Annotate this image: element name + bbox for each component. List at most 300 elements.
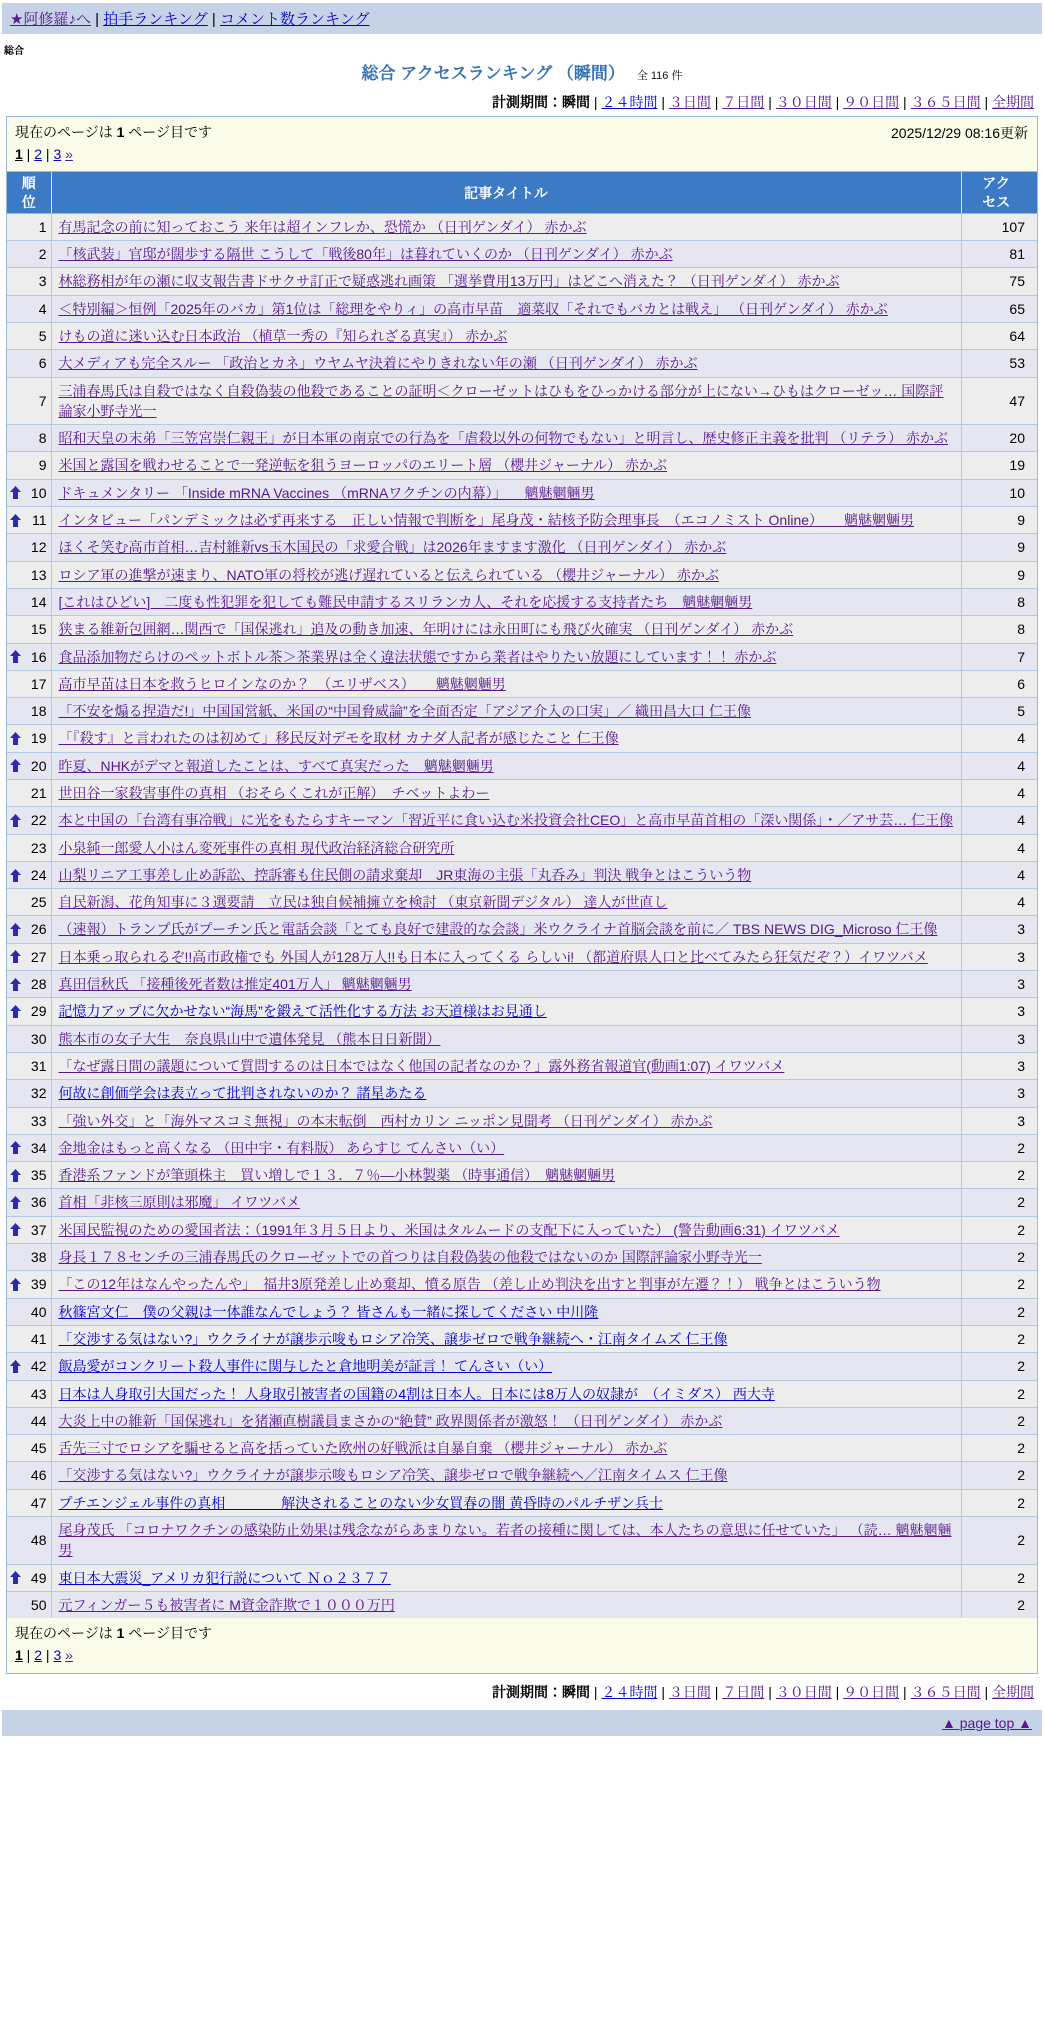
period-link[interactable]: ９０日間 <box>843 1683 900 1700</box>
up-arrow-icon <box>10 1169 21 1182</box>
table-row <box>7 1517 1037 1565</box>
title-cell <box>51 1080 961 1107</box>
up-arrow-icon <box>10 486 21 499</box>
rank-number: 16 <box>30 648 47 665</box>
up-arrow-icon <box>10 759 21 772</box>
rank-number: 6 <box>38 355 47 372</box>
table-row <box>7 1407 1037 1434</box>
title-cell <box>51 1189 961 1216</box>
rank-cell <box>7 241 51 268</box>
current-page-link: 1 <box>15 1646 23 1663</box>
rank-number: 11 <box>31 512 47 529</box>
article-link[interactable]: 「不安を煽る捏造だ!」中国国営紙、米国の“中国脅威論”を全面否定「アジア介入の口実」／ 織田昌大口 仁王像 <box>58 703 751 720</box>
next-page-link[interactable]: » <box>65 1646 73 1663</box>
title-cell <box>51 295 961 322</box>
article-link[interactable]: 金地金はもっと高くなる （田中宇・有料版） あらすじ てんさい（い） <box>58 1139 505 1156</box>
article-link[interactable]: 舌先三寸でロシアを騙せると高を括っていた欧州の好戦派は自暴自棄 （櫻井ジャーナル） 赤かぶ <box>58 1440 668 1457</box>
article-link[interactable]: 世田谷一家殺害事件の真相 （おそらくこれが正解） チベットよわー <box>58 784 490 801</box>
rank-cell <box>7 1380 51 1407</box>
rank-cell <box>7 268 51 295</box>
up-arrow-icon <box>10 950 21 963</box>
separator: | <box>657 94 669 110</box>
title-cell <box>51 1489 961 1516</box>
article-link[interactable]: 高市早苗は日本を救うヒロインなのか？ （エリザベス） 魑魅魍魎男 <box>58 675 506 692</box>
access-count: 4 <box>961 834 1037 861</box>
page-link[interactable]: 2 <box>34 145 43 162</box>
title-cell <box>51 561 961 588</box>
article-link[interactable]: 「『殺す』と言われたのは初めて」移民反対デモを取材 カナダ人記者が感じたこと 仁王像 <box>58 730 619 747</box>
rank-cell <box>7 1517 51 1565</box>
rank-cell <box>7 1271 51 1298</box>
up-arrow-icon <box>10 1141 21 1154</box>
period-link[interactable]: ３０日間 <box>775 94 832 110</box>
title-cell <box>51 1107 961 1134</box>
title-cell <box>51 350 961 377</box>
access-count: 3 <box>961 1052 1037 1079</box>
page-status-suffix: ページ目です <box>124 124 213 140</box>
updated-timestamp: 2025/12/29 08:16更新 <box>891 125 1028 141</box>
access-count: 2 <box>961 1298 1037 1325</box>
table-row <box>7 377 1037 425</box>
article-link[interactable]: 記憶力アップに欠かせない“海馬”を鍛えて活性化する方法 お天道様はお見通し <box>58 1003 547 1020</box>
current-page-number: 1 <box>116 124 125 140</box>
period-link[interactable]: ３０日間 <box>775 1683 832 1700</box>
title-cell <box>51 1591 961 1618</box>
title-cell <box>51 1134 961 1161</box>
access-count: 8 <box>961 588 1037 615</box>
rank-cell <box>7 916 51 943</box>
title-cell <box>51 213 961 240</box>
access-count: 9 <box>961 534 1037 561</box>
table-row <box>7 971 1037 998</box>
article-link[interactable]: 元フィンガー５も被害者に M資金詐欺で１０００万円 <box>58 1596 395 1613</box>
access-count: 20 <box>961 425 1037 452</box>
top-nav-link[interactable]: コメント数ランキング <box>219 11 370 28</box>
rank-number: 10 <box>30 484 47 501</box>
title-cell <box>51 1380 961 1407</box>
access-count: 2 <box>961 1353 1037 1380</box>
period-link[interactable]: ３６５日間 <box>910 94 981 110</box>
table-row <box>7 998 1037 1025</box>
rank-number: 46 <box>30 1467 47 1484</box>
rank-cell <box>7 1462 51 1489</box>
title-cell <box>51 1052 961 1079</box>
access-count: 4 <box>961 807 1037 834</box>
rank-number: 4 <box>38 300 47 317</box>
rank-cell <box>7 1353 51 1380</box>
title-cell <box>51 241 961 268</box>
page-info-top <box>7 117 1037 171</box>
article-link[interactable]: ドキュメンタリー 「Inside mRNA Vaccines （mRNAワクチンの内幕）」 魑魅魍魎男 <box>58 484 595 501</box>
period-selector-bottom <box>0 1682 1034 1702</box>
table-row <box>7 1298 1037 1325</box>
table-row <box>7 943 1037 970</box>
separator: | <box>710 1683 723 1700</box>
table-row <box>7 643 1037 670</box>
article-link[interactable]: 日本乗っ取られるぞ!!高市政権でも 外国人が128万人!!も日本に入ってくる らしいi! （都道府県人口と比べてみたら狂気だぞ？）イワツバメ <box>58 948 928 965</box>
access-count: 81 <box>961 241 1037 268</box>
article-link[interactable]: 食品添加物だらけのペットボトル茶＞茶業界は全く違法状態ですから業者はやりたい放題にしています！！ 赤かぶ <box>58 648 777 665</box>
access-count: 2 <box>961 1564 1037 1591</box>
title-cell <box>51 616 961 643</box>
period-current: 瞬間 <box>562 1683 591 1700</box>
rank-number: 17 <box>30 675 47 692</box>
article-link[interactable]: 米国民監視のための愛国者法：（1991年３月５日より、米国はタルムードの支配下に入っていた） (警告動画6:31) イワツバメ <box>58 1221 840 1238</box>
rank-number: 47 <box>30 1494 47 1511</box>
rank-cell <box>7 1134 51 1161</box>
table-row <box>7 861 1037 888</box>
separator: | <box>764 1683 776 1700</box>
article-link[interactable]: 昭和天皇の末弟「三笠宮崇仁親王」が日本軍の南京での行為を「虐殺以外の何物でもない」と明言し、歴史修正主義を批判 （リテラ） 赤かぶ <box>58 430 948 447</box>
article-link[interactable]: 秋篠宮文仁 僕の父親は一体誰なんでしょう？ 皆さんも一緒に探してください 中川隆 <box>58 1303 599 1320</box>
title-cell <box>51 889 961 916</box>
article-link[interactable]: けもの道に迷い込む日本政治 （植草一秀の『知られざる真実』） 赤かぶ <box>58 327 508 344</box>
table-row <box>7 1052 1037 1079</box>
rank-cell <box>7 213 51 240</box>
access-count: 2 <box>961 1435 1037 1462</box>
access-count: 9 <box>961 507 1037 534</box>
rank-cell <box>7 943 51 970</box>
period-link[interactable]: ７日間 <box>722 94 765 110</box>
access-count: 2 <box>961 1517 1037 1565</box>
separator: | <box>22 1646 35 1663</box>
section-label: 総合 <box>4 46 24 57</box>
article-link[interactable]: ほくそ笑む高市首相…吉村維新vs玉木国民の「求愛合戦」は2026年ますます激化 （日刊ゲンダイ） 赤かぶ <box>58 539 727 556</box>
article-link[interactable]: 日本は人身取引大国だった！ 人身取引被害者の国籍の4割は日本人。日本には8万人の奴隷が （イミダス） 西大寺 <box>58 1385 775 1402</box>
article-link[interactable]: 本と中国の「台湾有事冷戦」に光をもたらすキーマン「習近平に食い込む米投資会社CEO」と高市早苗首相の「深い関係」・／アサ芸… 仁王像 <box>58 812 954 829</box>
article-link[interactable]: 林総務相が年の瀬に収支報告書ドサクサ訂正で疑惑逃れ画策 「選挙費用13万円」はどこへ消えた？ （日刊ゲンダイ） 赤かぶ <box>58 273 840 290</box>
top-nav-link[interactable]: 拍手ランキング <box>103 11 208 28</box>
page-status <box>15 122 1029 144</box>
page-title: 総合 アクセスランキング （瞬間） <box>361 64 625 83</box>
article-link[interactable]: 三浦春馬氏は自殺ではなく自殺偽装の他殺であることの証明＜クローゼットはひもをひっかける部分が上にない→ひもはクローゼッ… 国際評論家小野寺光一 <box>58 382 944 419</box>
access-count: 75 <box>961 268 1037 295</box>
access-count: 5 <box>961 698 1037 725</box>
rank-cell <box>7 971 51 998</box>
rank-number: 3 <box>38 273 47 290</box>
rank-cell <box>7 616 51 643</box>
period-link[interactable]: ３日間 <box>668 1683 711 1700</box>
separator: | <box>42 145 54 162</box>
table-row <box>7 452 1037 479</box>
rank-number: 1 <box>38 218 47 235</box>
table-row <box>7 1462 1037 1489</box>
up-arrow-icon <box>10 650 21 663</box>
period-link[interactable]: ３６５日間 <box>910 1683 981 1700</box>
separator: | <box>42 1646 54 1663</box>
rank-cell <box>7 588 51 615</box>
page-link[interactable]: 3 <box>53 1646 62 1663</box>
title-cell <box>51 916 961 943</box>
rank-cell <box>7 1325 51 1352</box>
title-cell <box>51 1407 961 1434</box>
title-cell <box>51 807 961 834</box>
access-count: 65 <box>961 295 1037 322</box>
article-link[interactable]: 「交渉する気はない?」ウクライナが譲歩示唆もロシア冷笑、譲歩ゼロで戦争継続へ・江南タイムズ 仁王像 <box>58 1330 728 1347</box>
separator: | <box>831 94 844 110</box>
rank-number: 23 <box>30 839 47 856</box>
article-link[interactable]: 「この12年はなんやったんや」 福井3原発差し止め棄却、憤る原告 （差し止め判決を出すと判事が左遷？！） 戦争とはこういう物 <box>58 1276 881 1293</box>
access-count: 3 <box>961 916 1037 943</box>
title-cell <box>51 1244 961 1271</box>
access-count: 19 <box>961 452 1037 479</box>
article-link[interactable]: 首相「非核三原則は邪魔」 イワツバメ <box>58 1194 301 1211</box>
rank-cell <box>7 861 51 888</box>
rank-cell <box>7 807 51 834</box>
period-link[interactable]: ７日間 <box>722 1683 765 1700</box>
rank-cell <box>7 698 51 725</box>
article-link[interactable]: 「強い外交」と「海外マスコミ無視」の本末転倒 西村カリン ニッポン見聞考 （日刊ゲンダイ） 赤かぶ <box>58 1112 713 1129</box>
title-cell <box>51 698 961 725</box>
rank-number: 25 <box>30 894 47 911</box>
title-cell <box>51 268 961 295</box>
table-row <box>7 1435 1037 1462</box>
rank-number: 39 <box>30 1276 47 1293</box>
separator: | <box>980 1683 992 1700</box>
rank-number: 43 <box>30 1385 47 1402</box>
access-count: 3 <box>961 1025 1037 1052</box>
rank-cell <box>7 643 51 670</box>
access-count: 53 <box>961 350 1037 377</box>
table-row <box>7 807 1037 834</box>
rank-cell <box>7 1080 51 1107</box>
rank-cell <box>7 889 51 916</box>
period-link[interactable]: 全期間 <box>992 94 1034 110</box>
up-arrow-icon <box>10 1571 21 1584</box>
article-link[interactable]: ロシア軍の進撃が速まり、NATO軍の将校が逃げ遅れていると伝えられている （櫻井ジャーナル） 赤かぶ <box>58 566 719 583</box>
rank-cell <box>7 479 51 506</box>
up-arrow-icon <box>10 1005 21 1018</box>
rank-cell <box>7 1216 51 1243</box>
article-link[interactable]: 東日本大震災_アメリカ犯行説について Ｎｏ２３７７ <box>58 1569 391 1586</box>
table-row <box>7 698 1037 725</box>
article-link[interactable]: 「なぜ露日間の議題について質問するのは日本ではなく他国の記者なのか？」露外務省報道官(動画1:07) イワツバメ <box>58 1057 785 1074</box>
table-row <box>7 670 1037 697</box>
table-row <box>7 616 1037 643</box>
table-row <box>7 1564 1037 1591</box>
up-arrow-icon <box>10 732 21 745</box>
title-cell <box>51 779 961 806</box>
page-link[interactable]: 3 <box>53 145 62 162</box>
article-link[interactable]: 熊本市の女子大生 奈良県山中で遺体発見 （熊本日日新聞） <box>58 1030 441 1047</box>
access-count: 107 <box>961 213 1037 240</box>
article-link[interactable]: 「交渉する気はない?」ウクライナが譲歩示唆もロシア冷笑、譲歩ゼロで戦争継続へ／江南タイムス 仁王像 <box>58 1467 728 1484</box>
rank-number: 7 <box>38 392 47 409</box>
current-page-link: 1 <box>15 145 23 162</box>
rank-cell <box>7 1107 51 1134</box>
article-link[interactable]: 身長１７８センチの三浦春馬氏のクローゼットでの首つりは自殺偽装の他殺ではないのか 国際評論家小野寺光一 <box>58 1249 762 1266</box>
rank-number: 12 <box>30 539 47 556</box>
period-selector-top <box>0 92 1034 112</box>
rank-number: 42 <box>30 1358 47 1375</box>
article-link[interactable]: 何故に創価学会は表立って批判されないのか？ 諸星あたる <box>58 1085 427 1102</box>
access-count: 3 <box>961 1107 1037 1134</box>
next-page-link[interactable]: » <box>65 145 73 162</box>
article-link[interactable]: 山梨リニア工事差し止め訴訟、控訴審も住民側の請求棄却 JR東海の主張「丸呑み」判決 戦争とはこういう物 <box>58 866 752 883</box>
separator: | <box>764 94 776 110</box>
rank-number: 28 <box>30 976 47 993</box>
rank-number: 41 <box>30 1330 47 1347</box>
rank-number: 49 <box>30 1569 47 1586</box>
access-count: 8 <box>961 616 1037 643</box>
title-cell <box>51 752 961 779</box>
table-row <box>7 1216 1037 1243</box>
article-link[interactable]: 大炎上中の維新「国保逃れ」を猪瀬直樹議員まさかの“絶賛” 政界関係者が激怒！ （日刊ゲンダイ） 赤かぶ <box>58 1412 723 1429</box>
rank-cell <box>7 534 51 561</box>
title-cell <box>51 1564 961 1591</box>
rank-cell <box>7 350 51 377</box>
separator: | <box>980 94 992 110</box>
period-link[interactable]: ３日間 <box>668 94 711 110</box>
bottom-bar <box>2 1710 1042 1736</box>
rank-number: 21 <box>30 784 47 801</box>
period-link[interactable]: ２４時間 <box>601 1683 658 1700</box>
separator: | <box>590 1683 602 1700</box>
article-link[interactable]: ＜特別編＞恒例「2025年のバカ」第1位は「総理をやりィ」の高市早苗 適菜収「それでもバカとは戦え」 （日刊ゲンダイ） 赤かぶ <box>58 300 888 317</box>
article-link[interactable]: 自民新潟、花角知事に３選要請 立民は独自候補擁立を検討 （東京新聞デジタル） 達人が世直し <box>58 894 668 911</box>
rank-number: 5 <box>38 327 47 344</box>
col-header-title: 記事タイトル <box>51 172 961 213</box>
access-count: 2 <box>961 1462 1037 1489</box>
rank-cell <box>7 377 51 425</box>
rank-cell <box>7 1489 51 1516</box>
rank-number: 44 <box>30 1412 47 1429</box>
title-cell <box>51 1025 961 1052</box>
rank-number: 38 <box>30 1249 47 1266</box>
access-count: 3 <box>961 998 1037 1025</box>
up-arrow-icon <box>10 1196 21 1209</box>
top-nav-link[interactable]: ★阿修羅♪へ <box>10 11 91 28</box>
title-cell <box>51 534 961 561</box>
article-link[interactable]: 「核武装」官邸が闊歩する隔世 こうして「戦後80年」は暮れていくのか （日刊ゲンダイ） 赤かぶ <box>58 246 673 263</box>
table-row <box>7 1025 1037 1052</box>
access-count: 2 <box>961 1244 1037 1271</box>
page-links <box>15 144 1029 166</box>
access-count: 6 <box>961 670 1037 697</box>
article-link[interactable]: （速報）トランプ氏がプーチン氏と電話会談「とても良好で建設的な会談」米ウクライナ首脳会談を前に／ TBS NEWS DIG_Microso 仁王像 <box>58 921 938 938</box>
article-link[interactable]: プチエンジェル事件の真相 解決されることのない少女買春の闇 黄昏時のパルチザン兵士 <box>58 1494 663 1511</box>
up-arrow-icon <box>10 1360 21 1373</box>
rank-number: 35 <box>30 1167 47 1184</box>
table-row <box>7 479 1037 506</box>
access-count: 2 <box>961 1216 1037 1243</box>
up-arrow-icon <box>10 1278 21 1291</box>
table-row <box>7 322 1037 349</box>
rank-number: 14 <box>30 593 47 610</box>
article-link[interactable]: [これはひどい] 二度も性犯罪を犯しても難民申請するスリランカ人、それを応援する支持者たち 魑魅魍魎男 <box>58 593 753 610</box>
access-count: 64 <box>961 322 1037 349</box>
table-row <box>7 1080 1037 1107</box>
article-link[interactable]: 尾身茂氏 「コロナワクチンの感染防止効果は残念ながらあまりない。若者の接種に関しては、本人たちの意思に任せていた」 （読… 魑魅魍魎男 <box>58 1522 952 1559</box>
article-link[interactable]: 有馬記念の前に知っておこう 来年は超インフレか、恐慌か （日刊ゲンダイ） 赤かぶ <box>58 218 587 235</box>
access-count: 3 <box>961 1080 1037 1107</box>
article-link[interactable]: 小泉純一郎愛人小はん変死事件の真相 現代政治経済総合研究所 <box>58 839 455 856</box>
table-row <box>7 588 1037 615</box>
title-cell <box>51 1216 961 1243</box>
title-cell <box>51 1353 961 1380</box>
up-arrow-icon <box>10 514 21 527</box>
title-cell <box>51 507 961 534</box>
title-cell <box>51 1325 961 1352</box>
rank-cell <box>7 322 51 349</box>
table-row <box>7 889 1037 916</box>
title-cell <box>51 322 961 349</box>
rank-number: 15 <box>30 621 47 638</box>
period-link[interactable]: ９０日間 <box>843 94 900 110</box>
article-link[interactable]: 狭まる維新包囲網…関西で「国保逃れ」追及の動き加速、年明けには永田町にも飛び火確実 （日刊ゲンダイ） 赤かぶ <box>58 621 794 638</box>
rank-number: 18 <box>30 703 47 720</box>
rank-cell <box>7 1025 51 1052</box>
table-row <box>7 507 1037 534</box>
rank-cell <box>7 670 51 697</box>
table-row <box>7 213 1037 240</box>
table-row <box>7 916 1037 943</box>
ranking-table <box>7 171 1037 1618</box>
table-row <box>7 725 1037 752</box>
rank-cell <box>7 1435 51 1462</box>
table-row <box>7 1271 1037 1298</box>
rank-number: 36 <box>30 1194 47 1211</box>
up-arrow-icon <box>10 1223 21 1236</box>
rank-cell <box>7 998 51 1025</box>
title-cell <box>51 425 961 452</box>
table-row <box>7 1591 1037 1618</box>
article-link[interactable]: 米国と露国を戦わせることで一発逆転を狙うヨーロッパのエリート層 （櫻井ジャーナル） 赤かぶ <box>58 457 668 474</box>
page-link[interactable]: 2 <box>34 1646 43 1663</box>
access-count: 2 <box>961 1271 1037 1298</box>
title-cell <box>51 1162 961 1189</box>
access-count: 4 <box>961 861 1037 888</box>
col-header-rank: 順位 <box>21 175 36 210</box>
separator: | <box>590 94 602 110</box>
rank-number: 2 <box>38 246 47 263</box>
rank-number: 27 <box>30 948 47 965</box>
article-link[interactable]: 香港系ファンドが筆頭株主 買い増しで１３．７％―小林製薬 （時事通信） 魑魅魍魎男 <box>58 1167 616 1184</box>
article-link[interactable]: 昨夏、NHKがデマと報道したことは、すべて真実だった 魑魅魍魎男 <box>58 757 494 774</box>
rank-number: 40 <box>30 1303 47 1320</box>
separator: | <box>899 1683 911 1700</box>
separator: | <box>831 1683 844 1700</box>
title-cell <box>51 670 961 697</box>
access-count: 3 <box>961 971 1037 998</box>
access-count: 10 <box>961 479 1037 506</box>
article-link[interactable]: 大メディアも完全スルー 「政治とカネ」ウヤムヤ決着にやりきれない年の瀬 （日刊ゲンダイ） 赤かぶ <box>58 355 698 372</box>
separator: | <box>22 145 35 162</box>
period-link[interactable]: ２４時間 <box>601 94 658 110</box>
title-cell <box>51 943 961 970</box>
rank-number: 34 <box>30 1139 47 1156</box>
article-link[interactable]: 真田信秋氏 「接種後死者数は推定401万人」 魑魅魍魎男 <box>58 976 412 993</box>
period-link[interactable]: 全期間 <box>992 1683 1034 1700</box>
table-row <box>7 1107 1037 1134</box>
page-top-link[interactable]: ▲ page top ▲ <box>942 1714 1032 1731</box>
rank-cell <box>7 1564 51 1591</box>
rank-cell <box>7 1244 51 1271</box>
rank-number: 32 <box>30 1085 47 1102</box>
table-row <box>7 350 1037 377</box>
article-link[interactable]: 飯島愛がコンクリート殺人事件に関与したと倉地明美が証言！ てんさい（い） <box>58 1358 553 1375</box>
table-row <box>7 534 1037 561</box>
access-count: 7 <box>961 643 1037 670</box>
rank-number: 8 <box>38 430 47 447</box>
rank-number: 26 <box>30 921 47 938</box>
separator: | <box>657 1683 669 1700</box>
page-info-bottom <box>7 1618 1037 1672</box>
article-link[interactable]: インタビュー「パンデミックは必ず再来する 正しい情報で判断を」尾身茂・結核予防会理事長 （エコノミスト Online） 魑魅魍魎男 <box>58 512 915 529</box>
rank-cell <box>7 1591 51 1618</box>
rank-cell <box>7 1407 51 1434</box>
access-count: 2 <box>961 1489 1037 1516</box>
